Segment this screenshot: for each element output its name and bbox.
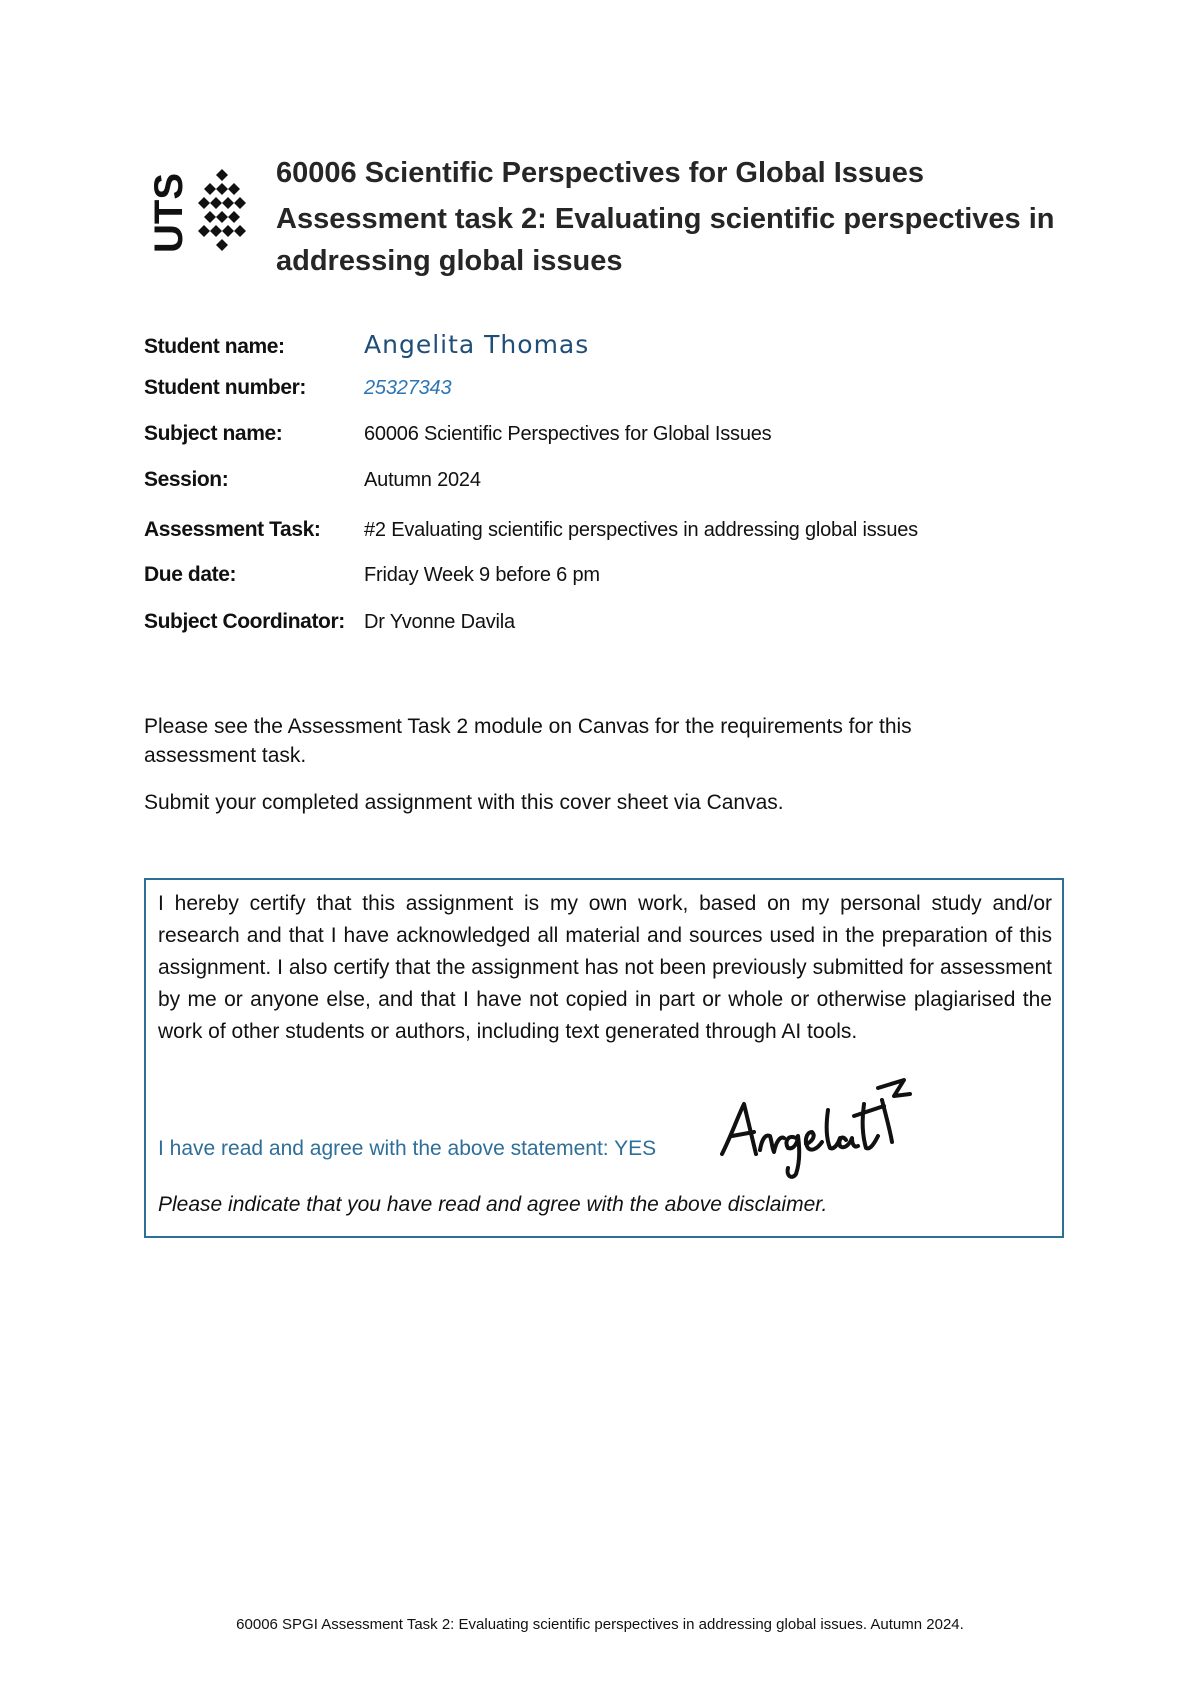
subject-coordinator-label: Subject Coordinator:: [144, 610, 345, 633]
session-label: Session:: [144, 468, 229, 491]
document-header: [276, 152, 1076, 282]
student-name-row: [144, 330, 1094, 376]
student-name-label: Student name:: [144, 335, 285, 358]
submission-text: Submit your completed assignment with this cover sheet via Canvas.: [144, 791, 784, 814]
assessment-task-row: [144, 518, 1094, 563]
declaration-statement: I hereby certify that this assignment is my own work, based on my personal study and/or research and that I have acknowledged all material and sources used in the preparation of this assignment. I also certify that the assignment has not been previously submitted for assessment by me or anyone else, and that I have not copied in part or whole or otherwise plagiarised the work of other students or authors, including text generated through AI tools.: [158, 892, 1052, 1043]
subject-coordinator-value: Dr Yvonne Davila: [364, 611, 515, 633]
student-number-value: 25327343: [364, 377, 452, 399]
student-number-row: [144, 376, 1094, 422]
subject-title: 60006 Scientific Perspectives for Global Issues: [276, 157, 924, 189]
due-date-value: Friday Week 9 before 6 pm: [364, 564, 600, 586]
uts-logo-icon: [150, 165, 250, 265]
student-number-label: Student number:: [144, 376, 306, 399]
session-value: Autumn 2024: [364, 469, 481, 491]
agreement-statement: I have read and agree with the above statement: YES: [158, 1137, 657, 1160]
cover-sheet-details: [144, 330, 1094, 656]
assessment-task-title: Assessment task 2: Evaluating scientific perspectives in addressing global issues: [276, 203, 1055, 277]
instructions: [144, 712, 984, 835]
subject-coordinator-row: [144, 610, 1094, 656]
canvas-requirements-text: Please see the Assessment Task 2 module on Canvas for the requirements for this assessment task.: [144, 715, 912, 767]
student-name-value: Angelita Thomas: [364, 330, 590, 359]
disclaimer-text: Please indicate that you have read and agree with the above disclaimer.: [158, 1193, 828, 1216]
uts-logo-text: UTS: [150, 173, 191, 253]
declaration-box: [144, 878, 1064, 1238]
due-date-row: [144, 563, 1094, 610]
due-date-label: Due date:: [144, 563, 237, 586]
page-footer: 60006 SPGI Assessment Task 2: Evaluating scientific perspectives in addressing global issues. Autumn 2024.: [236, 1616, 964, 1633]
subject-name-label: Subject name:: [144, 422, 283, 445]
assessment-task-label: Assessment Task:: [144, 518, 321, 541]
subject-name-value: 60006 Scientific Perspectives for Global Issues: [364, 423, 772, 445]
handwritten-signature-icon: [714, 1076, 914, 1186]
session-row: [144, 468, 1094, 518]
assessment-task-value: #2 Evaluating scientific perspectives in addressing global issues: [364, 519, 918, 541]
subject-name-row: [144, 422, 1094, 468]
